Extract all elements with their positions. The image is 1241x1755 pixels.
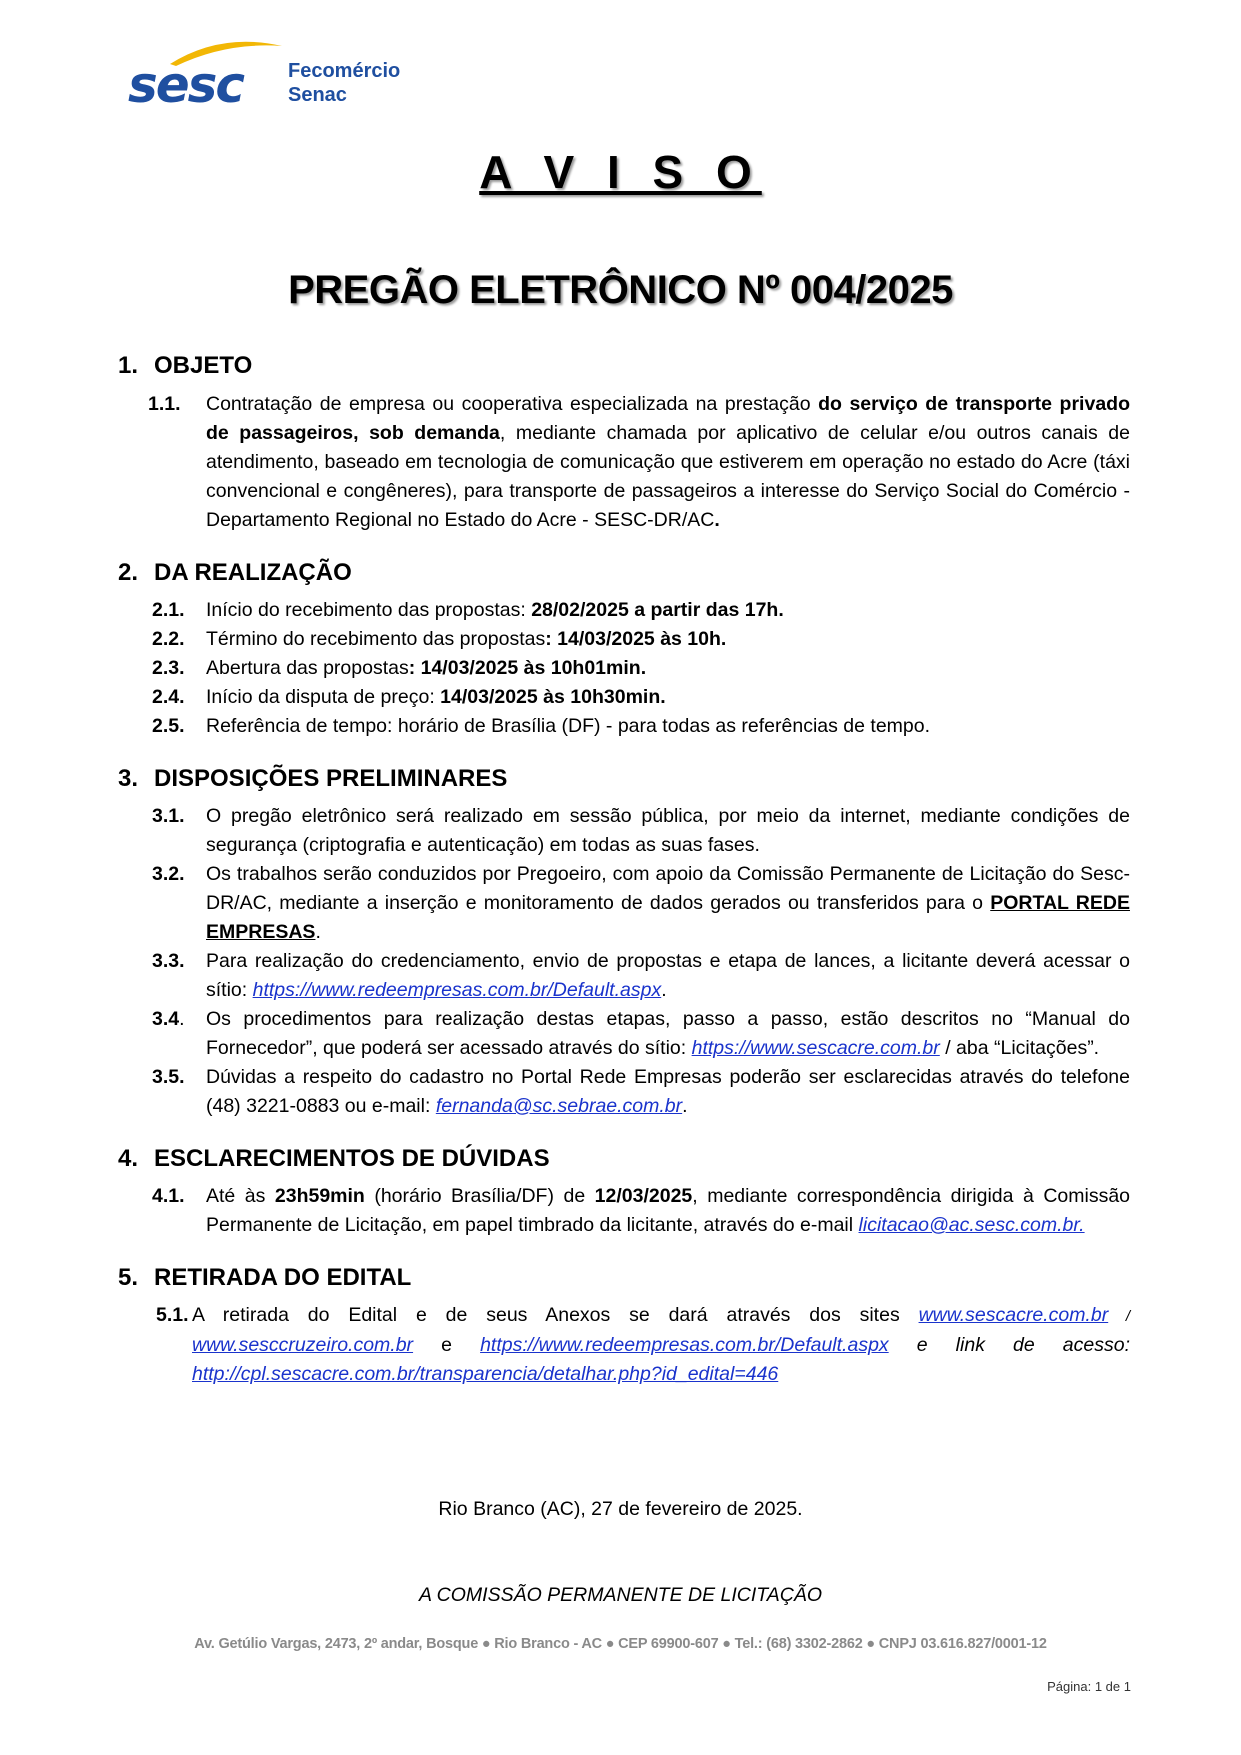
clause-bold: 14/03/2025 às 10h30min. (440, 686, 666, 708)
clause-number: 3.2. (152, 863, 185, 885)
clause-number: 4.1. (152, 1185, 185, 1207)
clause-text: Até às (206, 1185, 275, 1207)
clause-text: / aba “Licitações”. (939, 1037, 1100, 1059)
clause-bold: . (714, 509, 720, 531)
document-body (118, 348, 1130, 1389)
section-title: DA REALIZAÇÃO (154, 559, 352, 586)
section-number: 3. (118, 765, 139, 792)
clause-bold: : 14/03/2025 às 10h. (545, 628, 727, 650)
section-title: DISPOSIÇÕES PRELIMINARES (154, 765, 508, 792)
clause-number: 1.1. (148, 393, 181, 415)
clause-3-2 (118, 860, 1130, 947)
logo-senac-text: Senac (288, 84, 347, 106)
clause-text: Término do recebimento das propostas (206, 628, 546, 650)
section-heading-realizacao (118, 555, 1130, 591)
section-title: RETIRADA DO EDITAL (154, 1264, 412, 1291)
section-number: 1. (118, 352, 139, 379)
clause-bold: do serviço de transporte privado de passageiros, sob demanda (206, 393, 1130, 444)
sescacre-link[interactable]: https://www.sescacre.com.br (691, 1037, 940, 1059)
clause-text: , mediante chamada por aplicativo de celular e/ou outros canais de atendimento, baseado em tecnologia de comunicação que estiverem em operação no estado do Acre (táxi convencional e congêneres), para transporte de passageiros a interesse do Serviço Social do Comércio - Departamento Regional no Estado do Acre - SESC-DR/AC (206, 422, 1130, 531)
clause-text: , mediante correspondência dirigida à Comissão Permanente de Licitação, em papel timbrado da licitante, através do e-mail (206, 1185, 1131, 1236)
logo-sesc-text: sesc (128, 56, 244, 114)
clause-1-1 (118, 390, 1130, 535)
redeempresas-link[interactable]: https://www.redeempresas.com.br/Default.aspx (480, 1334, 889, 1356)
clause-text: e link de acesso: (888, 1334, 1130, 1356)
portal-rede-empresas: PORTAL REDE EMPRESAS (206, 892, 1130, 943)
sescacre-link[interactable]: www.sescacre.com.br (918, 1304, 1109, 1326)
clause-text: A retirada do Edital e de seus Anexos se dará através dos sites (192, 1304, 919, 1326)
clause-number: 5.1. (156, 1304, 189, 1326)
clause-2-3 (118, 654, 1130, 683)
section-number: 5. (118, 1264, 139, 1291)
clause-number: 2.4. (152, 686, 185, 708)
section-title: OBJETO (154, 352, 253, 379)
section-heading-disposicoes (118, 761, 1130, 797)
sesc-logo (128, 38, 428, 118)
section-title: ESCLARECIMENTOS DE DÚVIDAS (154, 1145, 550, 1172)
clause-text: (horário Brasília/DF) de (364, 1185, 595, 1207)
clause-text: Contratação de empresa ou cooperativa especializada na prestação (206, 393, 819, 415)
city-date: Rio Branco (AC), 27 de fevereiro de 2025. (438, 1498, 803, 1520)
clause-number-main: 3.4 (152, 1008, 180, 1030)
clause-bold: 28/02/2025 a partir das 17h. (531, 599, 784, 621)
clause-text: . (682, 1095, 688, 1117)
clause-2-4 (118, 683, 1130, 712)
section-number: 2. (118, 559, 139, 586)
redeempresas-link[interactable]: https://www.redeempresas.com.br/Default.aspx (252, 979, 662, 1001)
section-heading-retirada (118, 1260, 1130, 1296)
email-licitacao-link[interactable]: licitacao@ac.sesc.com.br. (858, 1214, 1085, 1236)
clause-number: 2.3. (152, 657, 185, 679)
clause-number: 3.1. (152, 805, 185, 827)
signature: A COMISSÃO PERMANENTE DE LICITAÇÃO (418, 1584, 823, 1606)
footer-address: Av. Getúlio Vargas, 2473, 2º andar, Bosque ● Rio Branco - AC ● CEP 69900-607 ● Tel.: (68) 3302-2862 ● CNPJ 03.616.827/0001-12 (194, 1636, 1047, 1652)
clause-text: Para realização do credenciamento, envio de propostas e etapa de lances, a licitante deverá acessar o sítio: (206, 950, 1130, 1001)
clause-2-2 (118, 625, 1130, 654)
section-heading-esclarecimentos (118, 1141, 1130, 1177)
document-subtitle: PREGÃO ELETRÔNICO Nº 004/2025 (288, 268, 953, 312)
clause-number: 3.5. (152, 1066, 185, 1088)
clause-text: Início do recebimento das propostas: (206, 599, 532, 621)
clause-5-1 (118, 1301, 1130, 1389)
clause-number: 3.3. (152, 950, 185, 972)
clause-number (152, 1005, 185, 1034)
clause-text: O pregão eletrônico será realizado em sessão pública, por meio da internet, mediante condições de segurança (criptografia e autenticação) em todas as suas fases. (206, 805, 1130, 856)
clause-2-1 (118, 596, 1130, 625)
clause-bold: : 14/03/2025 às 10h01min. (408, 657, 647, 679)
clause-2-5 (118, 712, 1130, 741)
clause-text: Dúvidas a respeito do cadastro no Portal Rede Empresas poderão ser esclarecidas através do telefone (48) 3221-0883 ou e-mail: (206, 1066, 1130, 1117)
clause-3-1 (118, 802, 1130, 860)
section-heading-objeto (118, 348, 1130, 384)
clause-text: e (413, 1334, 481, 1356)
clause-3-3 (118, 947, 1130, 1005)
clause-bold: 12/03/2025 (594, 1185, 693, 1207)
email-fernanda-link[interactable]: fernanda@sc.sebrae.com.br (435, 1095, 683, 1117)
clause-3-4 (118, 1005, 1130, 1063)
clause-text: . (661, 979, 667, 1001)
cpl-transparencia-link[interactable]: http://cpl.sescacre.com.br/transparencia/detalhar.php?id_edital=446 (192, 1363, 779, 1385)
clause-text: Os procedimentos para realização destas etapas, passo a passo, estão descritos no “Manual do Fornecedor”, que poderá ser acessado através do sítio: (206, 1008, 1130, 1059)
sesccruzeiro-link[interactable]: www.sesccruzeiro.com.br (192, 1334, 414, 1356)
page-number: Página: 1 de 1 (1047, 1679, 1131, 1694)
clause-number: 2.5. (152, 715, 185, 737)
document-title: A V I S O (479, 146, 762, 198)
clause-number-dot: . (179, 1008, 185, 1030)
clause-text: Referência de tempo: horário de Brasília (DF) - para todas as referências de tempo. (206, 715, 931, 737)
clause-text: Início da disputa de preço: (206, 686, 441, 708)
clause-4-1 (118, 1182, 1130, 1240)
link-separator: / (1108, 1308, 1130, 1325)
section-number: 4. (118, 1145, 139, 1172)
clause-text: Abertura das propostas (206, 657, 409, 679)
clause-text: Os trabalhos serão conduzidos por Pregoeiro, com apoio da Comissão Permanente de Licitação do Sesc-DR/AC, mediante a inserção e monitoramento de dados gerados ou transferidos para o (206, 863, 1130, 914)
clause-3-5 (118, 1063, 1130, 1121)
clause-number: 2.2. (152, 628, 185, 650)
clause-number: 2.1. (152, 599, 185, 621)
clause-text: . (315, 921, 321, 943)
logo-fecomercio-text: Fecomércio (288, 60, 401, 82)
clause-bold: 23h59min (274, 1185, 365, 1207)
